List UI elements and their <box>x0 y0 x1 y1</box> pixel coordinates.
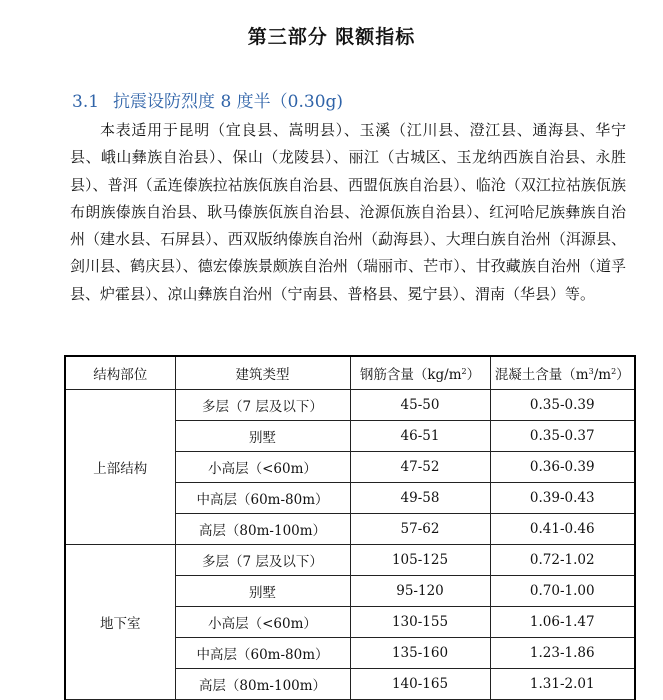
concrete-content-cell: 0.41-0.46 <box>490 514 635 545</box>
structure-part-cell: 上部结构 <box>65 390 175 545</box>
concrete-content-cell: 0.70-1.00 <box>490 576 635 607</box>
concrete-content-cell: 0.35-0.37 <box>490 421 635 452</box>
page-title: 第三部分 限额指标 <box>247 26 416 48</box>
section-heading <box>72 87 343 112</box>
concrete-content-cell: 0.72-1.02 <box>490 545 635 576</box>
building-type-cell: 小高层（<60m） <box>175 452 350 483</box>
steel-content-cell: 140-165 <box>350 669 490 700</box>
header-steel-content: 钢筋含量$(kg/m^2)$ <box>350 356 490 390</box>
section-title: 抗震设防烈度 8 度半（0.30g) <box>113 92 344 112</box>
building-type-cell: 高层（80m-100m） <box>175 514 350 545</box>
concrete-content-cell: 0.35-0.39 <box>490 390 635 421</box>
concrete-content-cell: 0.36-0.39 <box>490 452 635 483</box>
building-type-cell: 别墅 <box>175 421 350 452</box>
steel-content-cell: 45-50 <box>350 390 490 421</box>
header-building-type: 建筑类型 <box>175 356 350 390</box>
structure-part-cell: 地下室 <box>65 545 175 700</box>
table-row <box>65 545 635 576</box>
steel-content-cell: 105-125 <box>350 545 490 576</box>
building-type-cell: 中高层（60m-80m） <box>175 638 350 669</box>
building-type-cell: 别墅 <box>175 576 350 607</box>
concrete-content-cell: 1.31-2.01 <box>490 669 635 700</box>
header-part: 结构部位 <box>65 356 175 390</box>
building-type-cell: 中高层（60m-80m） <box>175 483 350 514</box>
table-body <box>65 390 635 700</box>
concrete-content-cell: 1.23-1.86 <box>490 638 635 669</box>
concrete-content-cell: 1.06-1.47 <box>490 607 635 638</box>
steel-content-cell: 135-160 <box>350 638 490 669</box>
intro-paragraph: 本表适用于昆明（宜良县、嵩明县）、玉溪（江川县、澄江县、通海县、华宁县、峨山彝族自治县）、保山（龙陵县）、丽江（古城区、玉龙纳西族自治县、永胜县）、普洱（孟连傣族拉祜族佤族自治县、西盟佤族自治县）、临沧（双江拉祜族佤族布朗族傣族自治县、耿马傣族佤族自治县、沧源佤族自治县）、红河哈尼族彝族自治州（建水县、石屏县）、西双版纳傣族自治州（勐海县）、大理白族自治州（洱源县、剑川县、鹤庆县）、德宏傣族景颇族自治州（瑞丽市、芒市）、甘孜藏族自治州（道孚县、炉霍县）、凉山彝族自治州（宁南县、普格县、冕宁县）、渭南（华县）等。 <box>70 121 626 303</box>
table-header-row <box>65 356 635 390</box>
concrete-content-cell: 0.39-0.43 <box>490 483 635 514</box>
steel-content-cell: 130-155 <box>350 607 490 638</box>
building-type-cell: 小高层（<60m） <box>175 607 350 638</box>
steel-content-cell: 95-120 <box>350 576 490 607</box>
steel-content-cell: 49-58 <box>350 483 490 514</box>
building-type-cell: 多层（7 层及以下） <box>175 390 350 421</box>
steel-content-cell: 47-52 <box>350 452 490 483</box>
building-type-cell: 多层（7 层及以下） <box>175 545 350 576</box>
steel-content-cell: 46-51 <box>350 421 490 452</box>
table-row <box>65 390 635 421</box>
building-type-cell: 高层（80m-100m） <box>175 669 350 700</box>
steel-content-cell: 57-62 <box>350 514 490 545</box>
header-concrete-content: 混凝土含量$(m^3/m^2)$ <box>490 356 635 390</box>
section-number: 3.1 <box>72 92 100 112</box>
quota-table <box>64 355 636 700</box>
